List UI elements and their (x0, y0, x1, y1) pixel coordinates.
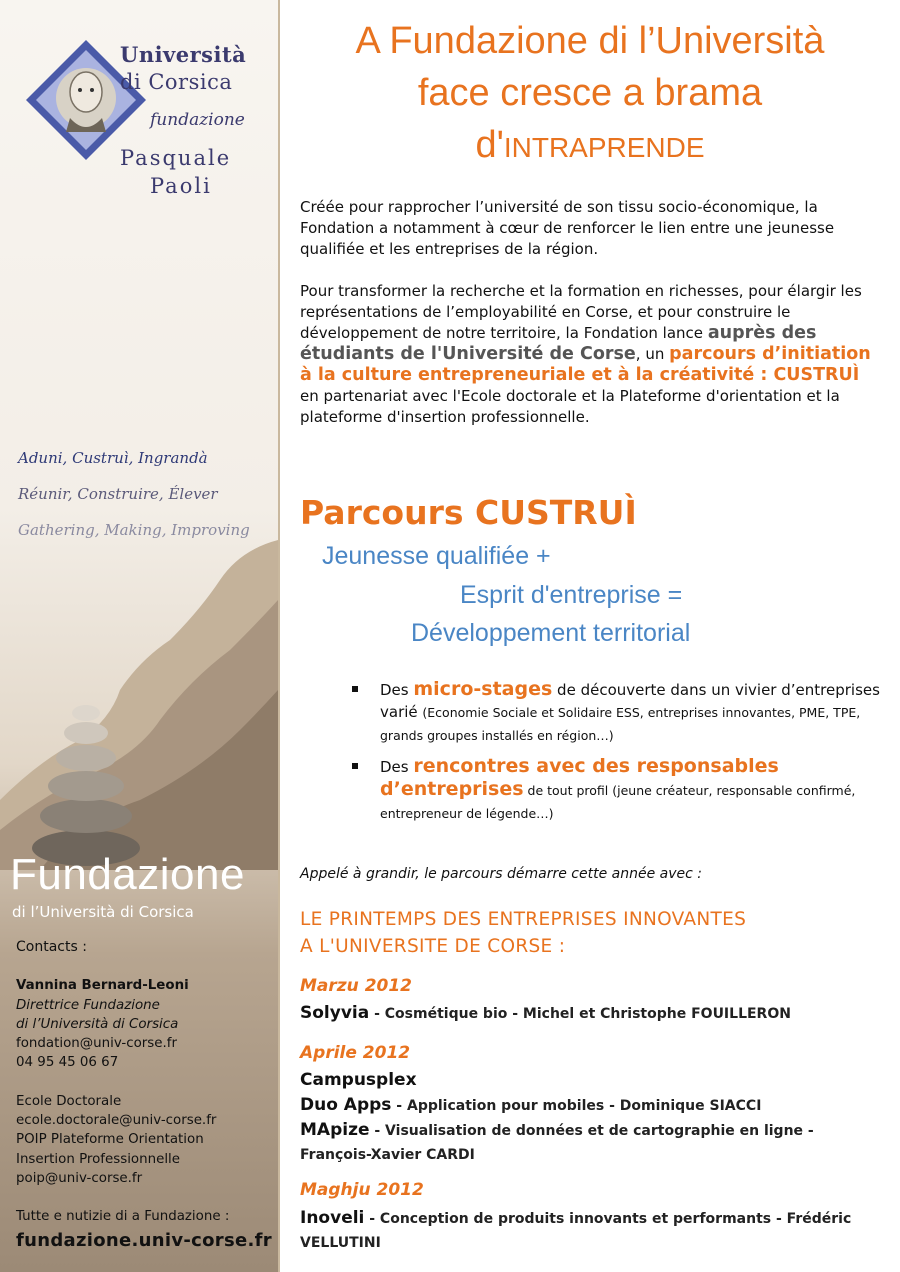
contact-email-fondation[interactable]: fondation@univ-corse.fr (16, 1036, 177, 1052)
intro-paragraph: Créée pour rapprocher l’université de son tissu socio-économique, la Fondation a notamment à cœur de renforcer le lien entre une jeunesse qualifiée et les entreprises de la région. (300, 198, 835, 258)
title-line-3-prefix: d' (475, 124, 504, 166)
entry-company: Duo Apps (300, 1095, 392, 1115)
parcours-heading: Parcours CUSTRUÌ (300, 493, 637, 532)
printemps-line-1: LE PRINTEMPS DES ENTREPRISES INNOVANTES (300, 909, 747, 930)
website-link[interactable]: fundazione.univ-corse.fr (16, 1229, 272, 1251)
equation-line-3: Développement territorial (411, 619, 691, 647)
printemps-heading (300, 906, 746, 960)
equation-line-1: Jeunesse qualifiée + (322, 542, 551, 570)
entry-company: Inoveli (300, 1208, 365, 1228)
month-aprile: Aprile 2012 (300, 1043, 411, 1063)
contacts-block (16, 938, 274, 1250)
entry-company: Solyvia (300, 1003, 370, 1023)
month-maghju: Maghju 2012 (300, 1180, 424, 1200)
sidebar (0, 0, 278, 1272)
entry-mapize (300, 1118, 890, 1167)
entry-duo-apps (300, 1093, 890, 1118)
entry-company: Campusplex (300, 1070, 417, 1090)
bullet-2-prefix: Des (380, 758, 414, 776)
logo-line-2: di Corsica (120, 70, 233, 94)
contact-role-2: di l’Università di Corsica (16, 1016, 179, 1032)
title-line-3-word: INTRAPRENDE (503, 132, 705, 163)
news-label: Tutte e nutizie di a Fundazione : (16, 1209, 230, 1225)
mission-text-3: en partenariat avec l'Ecole doctorale et la Plateforme d'orientation et la plateforme d'insertion professionnelle. (300, 387, 840, 426)
bullet-1-text: de découverte dans un vivier d’entreprises varié (380, 681, 880, 721)
title-line-1: A Fundazione di l’Università (355, 20, 825, 62)
entry-campusplex (300, 1068, 890, 1093)
ecole-doctorale-label: Ecole Doctorale (16, 1093, 122, 1109)
fundazione-subtitle: di l’Università di Corsica (12, 903, 194, 921)
entry-company: MApize (300, 1120, 370, 1140)
mission-highlight-parcours: parcours d’initiation à la culture entrepreneuriale et à la créativité : CUSTRUÌ (300, 344, 871, 385)
bullet-1-highlight: micro-stages (413, 678, 553, 700)
list-item (352, 678, 892, 747)
mission-paragraph (300, 281, 880, 428)
contact-email-poip[interactable]: poip@univ-corse.fr (16, 1170, 143, 1186)
bullet-list (352, 678, 892, 833)
entry-solyvia (300, 1001, 890, 1026)
title-line-2: face cresce a brama (417, 72, 763, 114)
list-item (352, 755, 892, 825)
motto-french: Réunir, Construire, Élever (18, 485, 218, 503)
bullet-2-highlight: rencontres avec des responsables d’entreprises (380, 755, 779, 800)
fundazione-title: Fundazione (10, 850, 245, 899)
motto-english: Gathering, Making, Improving (18, 521, 250, 539)
entry-description: - Conception de produits innovants et performants - Frédéric VELLUTINI (300, 1211, 852, 1251)
title-line-3 (280, 124, 900, 167)
bullet-marker (352, 763, 358, 769)
poip-label-1: POIP Plateforme Orientation (16, 1132, 204, 1148)
poip-label-2: Insertion Professionnelle (16, 1151, 181, 1167)
month-marzu: Marzu 2012 (300, 976, 413, 996)
main-content (280, 0, 900, 1272)
contact-name: Vannina Bernard-Leoni (16, 978, 189, 994)
logo-script: fundazione (150, 110, 245, 130)
mission-highlight-students: auprès des étudiants de l'Université de Corse (300, 323, 817, 364)
logo-line-3: Pasquale (120, 146, 232, 170)
bullet-1-detail: (Economie Sociale et Solidaire ESS, entreprises innovantes, PME, TPE, grands groupes installés en région…) (380, 705, 861, 743)
mission-text-1: Pour transformer la recherche et la formation en richesses, pour élargir les représentations de l’employabilité en Corse, et pour construire le développement de notre territoire, la Fondation lance (300, 282, 862, 342)
equation-line-2: Esprit d'entreprise = (460, 581, 683, 609)
logo-line-4: Paoli (150, 174, 212, 198)
logo-line-1: Università (120, 42, 247, 67)
entry-description: - Application pour mobiles - Dominique SIACCI (391, 1098, 762, 1114)
motto-corsican: Aduni, Custruì, Ingrandà (18, 449, 208, 467)
entry-inoveli (300, 1206, 890, 1255)
entry-description: - Cosmétique bio - Michel et Christophe FOUILLERON (369, 1006, 791, 1022)
appele-line: Appelé à grandir, le parcours démarre cette année avec : (300, 866, 702, 882)
mission-text-2: , un (635, 345, 665, 363)
entry-description: - Visualisation de données et de cartographie en ligne - François-Xavier CARDI (300, 1123, 814, 1163)
bullet-1-prefix: Des (380, 681, 414, 699)
bullet-2-detail: de tout profil (jeune créateur, responsable confirmé, entrepreneur de légende…) (380, 783, 856, 821)
bullet-marker (352, 686, 358, 692)
contact-phone: 04 95 45 06 67 (16, 1055, 119, 1071)
printemps-line-2: A L'UNIVERSITE DE CORSE : (300, 936, 566, 957)
stacked-stones-image (26, 698, 146, 868)
contacts-heading: Contacts : (16, 939, 87, 955)
contact-email-ecole[interactable]: ecole.doctorale@univ-corse.fr (16, 1113, 217, 1129)
contact-role-1: Direttrice Fundazione (16, 997, 160, 1013)
